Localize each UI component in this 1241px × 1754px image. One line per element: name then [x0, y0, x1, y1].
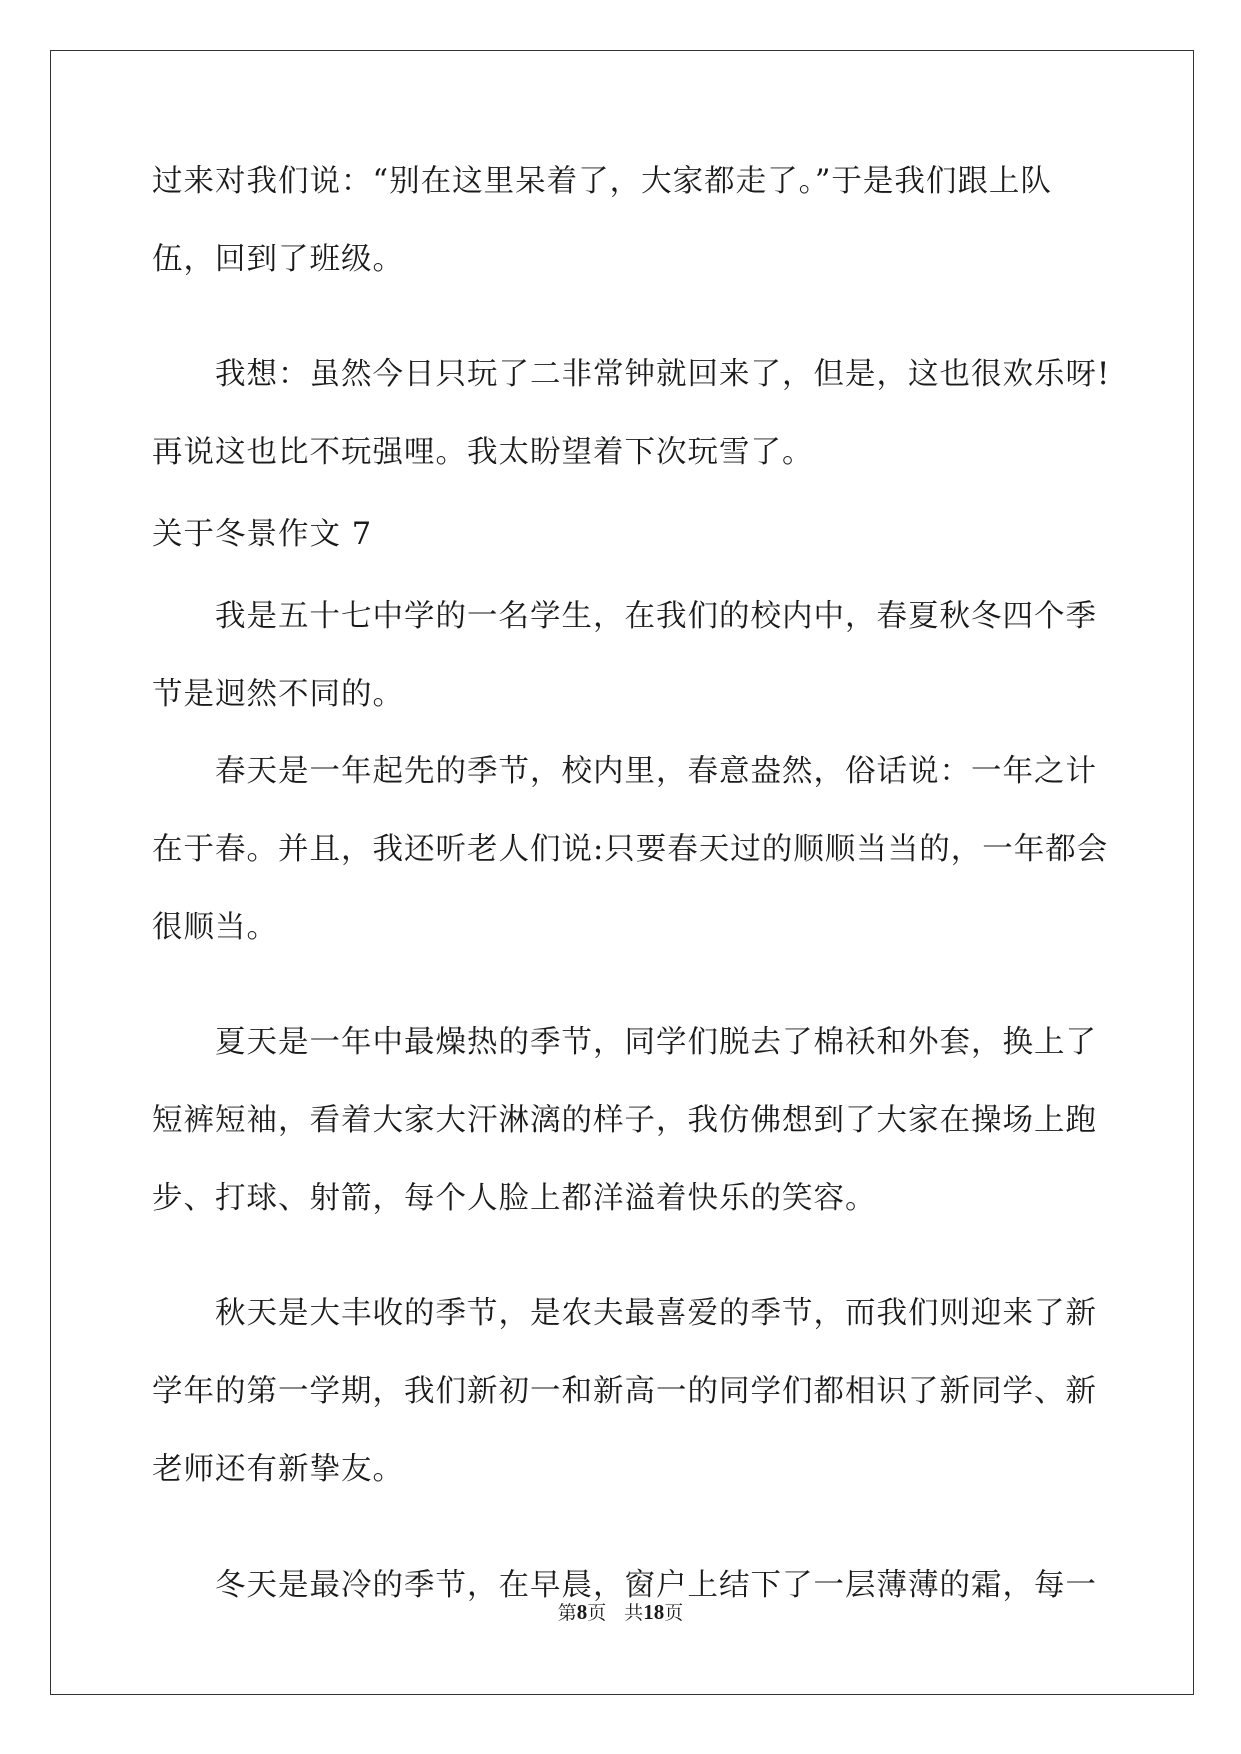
page-footer [0, 1600, 1241, 1625]
text-line: 夏天是一年中最燥热的季节，同学们脱去了棉袄和外套，换上了 [215, 1025, 1097, 1060]
text-line: 伍，回到了班级。 [152, 242, 404, 277]
text-line: 短裤短袖，看着大家大汗淋漓的样子，我仿佛想到了大家在操场上跑 [152, 1103, 1097, 1138]
page-suffix: 页 [587, 1602, 607, 1624]
text-line: 再说这也比不玩强哩。我太盼望着下次玩雪了。 [152, 435, 814, 470]
total-suffix: 页 [664, 1602, 684, 1624]
text-line: 老师还有新挚友。 [152, 1452, 404, 1487]
text-line: 在于春。并且，我还听老人们说:只要春天过的顺顺当当的，一年都会 [152, 832, 1109, 867]
page-number: 8 [576, 1600, 588, 1624]
text-line: 节是迥然不同的。 [152, 677, 404, 712]
text-line: 冬天是最冷的季节，在早晨，窗户上结下了一层薄薄的霜，每一 [215, 1568, 1097, 1603]
section-heading: 关于冬景作文 7 [152, 517, 373, 552]
text-line: 我想：虽然今日只玩了二非常钟就回来了，但是，这也很欢乐呀! [215, 357, 1111, 392]
text-line: 过来对我们说：“别在这里呆着了，大家都走了。”于是我们跟上队 [152, 164, 1052, 199]
text-line: 步、打球、射箭，每个人脸上都洋溢着快乐的笑容。 [152, 1181, 877, 1216]
text-line: 春天是一年起先的季节，校内里，春意盎然，俗话说：一年之计 [215, 754, 1097, 789]
text-line: 秋天是大丰收的季节，是农夫最喜爱的季节，而我们则迎来了新 [215, 1296, 1097, 1331]
text-line: 很顺当。 [152, 910, 278, 945]
text-line: 学年的第一学期，我们新初一和新高一的同学们都相识了新同学、新 [152, 1374, 1097, 1409]
page-prefix: 第 [557, 1602, 577, 1624]
total-prefix: 共 [624, 1602, 644, 1624]
text-line: 我是五十七中学的一名学生，在我们的校内中，春夏秋冬四个季 [215, 599, 1097, 634]
total-pages: 18 [643, 1600, 665, 1624]
